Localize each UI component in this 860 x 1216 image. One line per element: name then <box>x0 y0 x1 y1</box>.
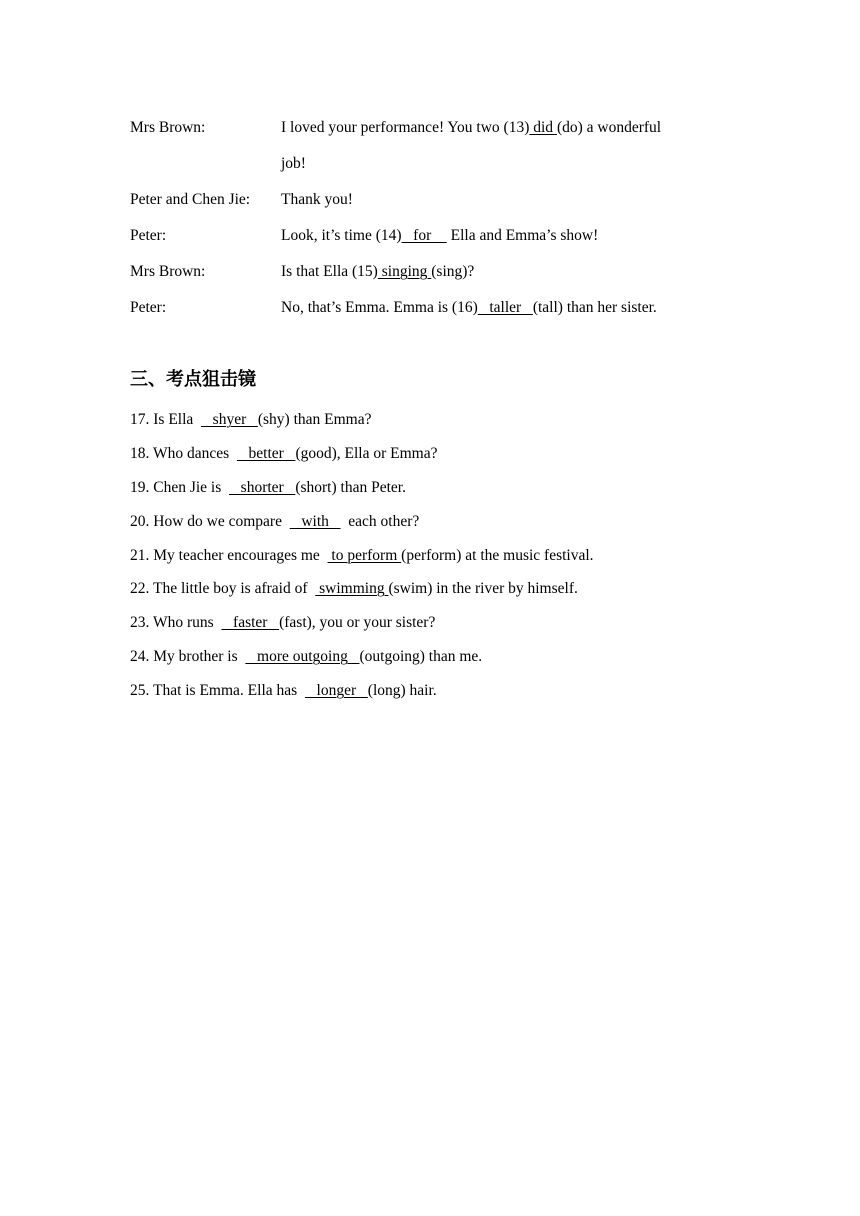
question-item <box>130 511 419 533</box>
question-text-after: (short) than Peter. <box>295 479 406 496</box>
question-text-after: (perform) at the music festival. <box>401 547 594 564</box>
speaker-name: Mrs Brown: <box>130 263 206 280</box>
answer-blank: swimming <box>315 580 389 597</box>
section-heading: 三、考点狙击镜 <box>130 369 256 390</box>
dialogue-text-after: Ella and Emma’s show! <box>446 227 599 244</box>
question-text-after: (swim) in the river by himself. <box>388 580 578 597</box>
dialogue-line <box>130 189 750 211</box>
dialogue-text <box>281 225 598 247</box>
answer-blank: more outgoing <box>245 648 360 665</box>
dialogue-text-after: (sing)? <box>431 263 475 280</box>
question-item <box>130 545 594 567</box>
answer-blank: for <box>401 227 447 244</box>
speaker-name: Peter and Chen Jie: <box>130 191 251 208</box>
question-text-after: (shy) than Emma? <box>257 411 372 428</box>
question-text-before: 19. Chen Jie is <box>130 479 230 496</box>
question-text-before: 22. The little boy is afraid of <box>130 580 316 597</box>
answer-blank: better <box>236 445 296 462</box>
speaker-name: Peter: <box>130 227 167 244</box>
question-item <box>130 680 437 702</box>
answer-blank: taller <box>477 299 533 316</box>
question-item <box>130 612 435 634</box>
dialogue-text <box>281 117 661 139</box>
speaker-name: Mrs Brown: <box>130 119 206 136</box>
answer-blank: to perform <box>327 547 402 564</box>
dialogue-continuation: job! <box>281 155 306 172</box>
dialogue-text-before: I loved your performance! You two (13) <box>281 119 530 136</box>
question-text-before: 21. My teacher encourages me <box>130 547 328 564</box>
answer-blank: faster <box>221 614 280 631</box>
question-text-before: 25. That is Emma. Ella has <box>130 682 305 699</box>
question-text-before: 17. Is Ella <box>130 411 202 428</box>
speaker-name: Peter: <box>130 299 167 316</box>
dialogue-line <box>130 297 750 319</box>
question-item <box>130 578 578 600</box>
dialogue-line <box>130 117 750 139</box>
question-text-before: 18. Who dances <box>130 445 237 462</box>
answer-blank: with <box>289 513 341 530</box>
question-text-after: each other? <box>340 513 420 530</box>
question-item <box>130 477 406 499</box>
question-item <box>130 409 372 431</box>
question-text-after: (long) hair. <box>367 682 437 699</box>
question-item <box>130 646 482 668</box>
answer-blank: shyer <box>201 411 258 428</box>
question-text-before: 24. My brother is <box>130 648 246 665</box>
answer-blank: shorter <box>229 479 296 496</box>
dialogue-line <box>130 225 750 247</box>
answer-blank: did <box>529 119 557 136</box>
dialogue-text <box>281 261 474 283</box>
dialogue-text-before: Is that Ella (15) <box>281 263 378 280</box>
question-item <box>130 443 438 465</box>
dialogue-text-after: (tall) than her sister. <box>532 299 657 316</box>
dialogue-text <box>281 297 657 319</box>
dialogue-text-before: No, that’s Emma. Emma is (16) <box>281 299 478 316</box>
dialogue-line <box>130 261 750 283</box>
question-text-after: (outgoing) than me. <box>359 648 483 665</box>
question-text-before: 20. How do we compare <box>130 513 290 530</box>
question-text-after: (good), Ella or Emma? <box>295 445 438 462</box>
question-text-after: (fast), you or your sister? <box>279 614 436 631</box>
dialogue-text: Thank you! <box>281 191 353 208</box>
dialogue-text-before: Look, it’s time (14) <box>281 227 402 244</box>
answer-blank: singing <box>377 263 432 280</box>
question-text-before: 23. Who runs <box>130 614 222 631</box>
dialogue-text-after: (do) a wonderful <box>556 119 662 136</box>
answer-blank: longer <box>304 682 368 699</box>
